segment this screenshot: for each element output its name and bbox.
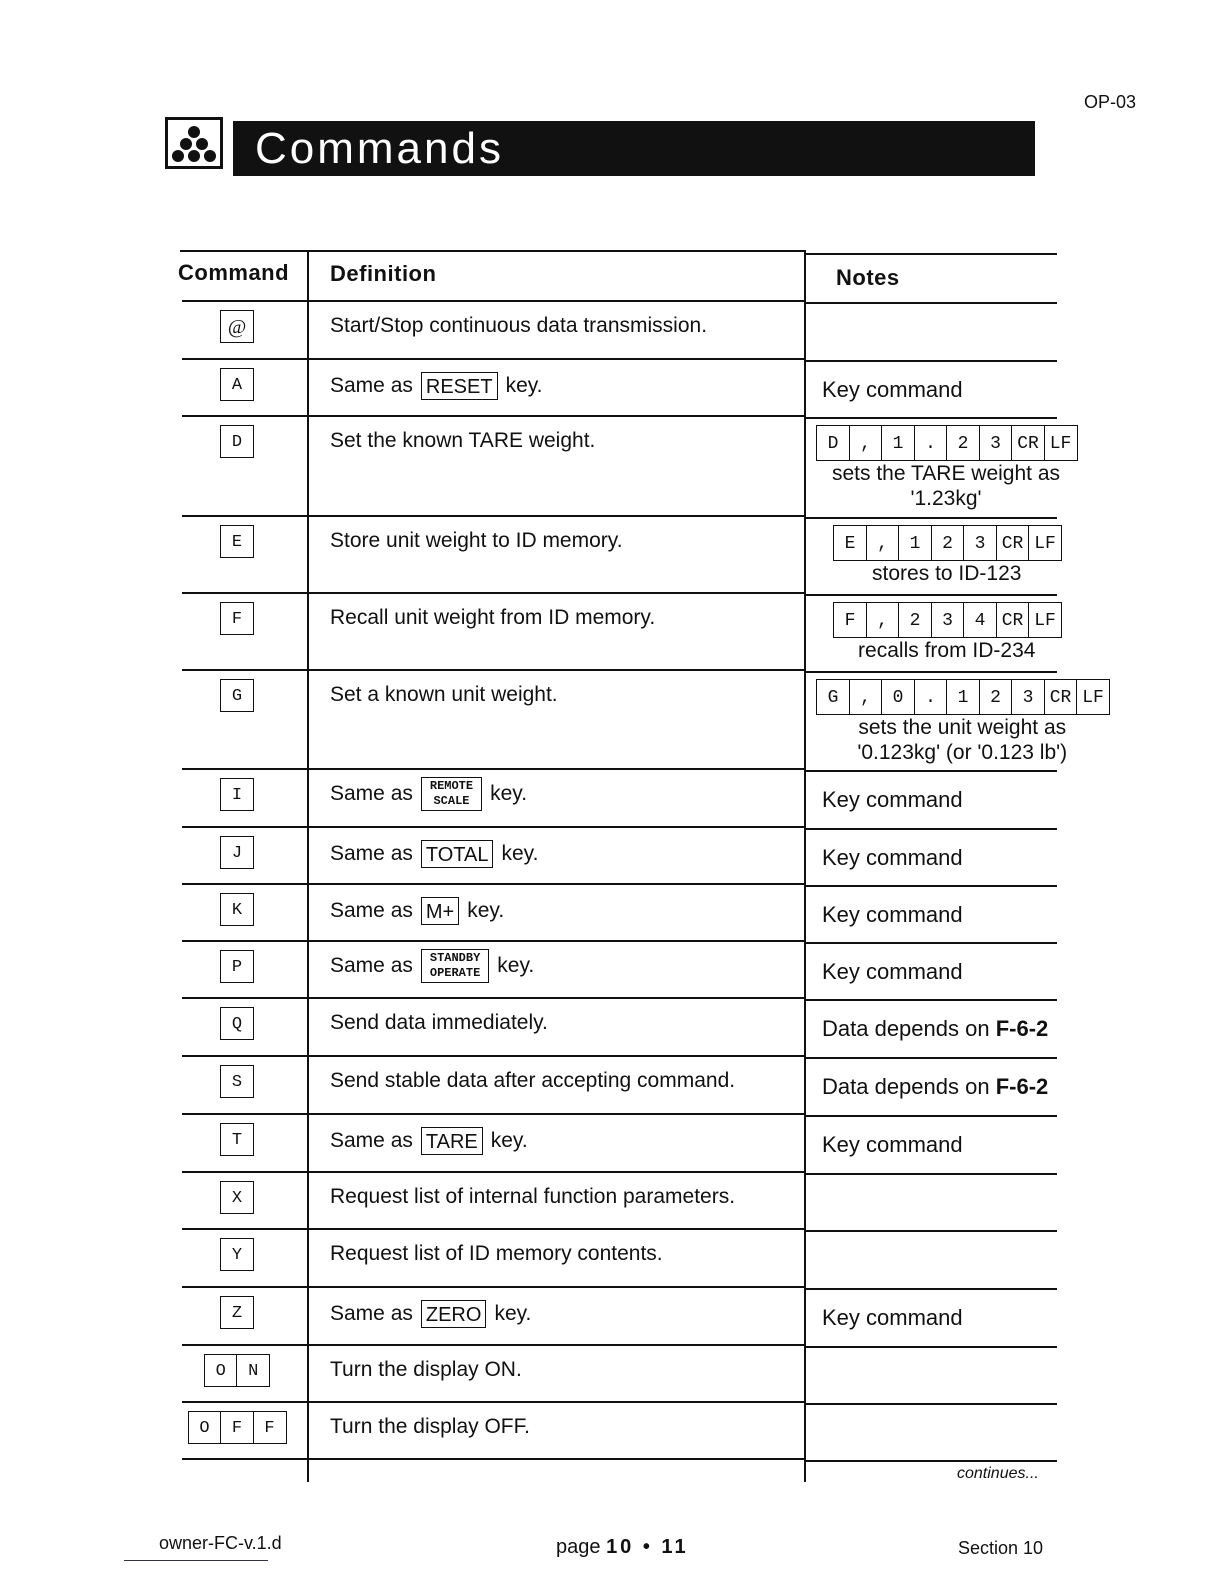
row-rule (806, 1403, 1057, 1405)
definition-text (330, 606, 655, 630)
row-rule (182, 358, 806, 360)
row-rule (806, 942, 1057, 944)
row-rule (182, 1228, 806, 1230)
table-top-rule (806, 253, 1057, 255)
definition-text (330, 372, 543, 400)
command-key: F (220, 1411, 254, 1444)
row-rule (182, 1458, 806, 1460)
command-keys (220, 1238, 254, 1271)
definition-suffix: key. (490, 782, 528, 805)
key-label-line: STANDBY (429, 951, 481, 965)
sequence-caption-line: recalls from ID-234 (858, 639, 1036, 662)
command-key: N (236, 1354, 270, 1387)
command-key: Q (220, 1007, 254, 1040)
command-key: S (220, 1065, 254, 1098)
command-keys (188, 1411, 287, 1444)
sequence-caption-line: sets the unit weight as (858, 716, 1067, 739)
definition-suffix: key. (501, 842, 539, 865)
key-label-box: RESET (421, 372, 498, 400)
footer-page-number: 10 • 11 (606, 1536, 689, 1558)
key-label-box: TOTAL (421, 840, 494, 868)
command-key: E (220, 525, 254, 558)
definition-text (330, 1415, 530, 1439)
note-prefix: Data depends on (822, 1016, 990, 1041)
row-rule (806, 517, 1057, 519)
row-rule (182, 883, 806, 885)
sequence-caption-line: '0.123kg' (or '0.123 lb') (857, 741, 1068, 764)
example-sequence (833, 525, 1062, 561)
sequence-caption (796, 461, 1096, 511)
command-key: K (220, 893, 254, 926)
note-text: Key command (822, 787, 963, 812)
sequence-key: LF (1028, 525, 1062, 561)
sequence-key: 1 (898, 525, 932, 561)
row-rule (182, 940, 806, 942)
column-divider (804, 252, 806, 1482)
definition-text (330, 1242, 663, 1266)
function-code: F-6-2 (995, 1016, 1049, 1041)
definition-text (330, 1185, 735, 1209)
definition-label: Send data immediately. (330, 1011, 548, 1034)
row-rule (806, 302, 1057, 304)
key-label-box (421, 949, 489, 983)
row-rule (182, 1171, 806, 1173)
key-label-box: M+ (421, 897, 459, 925)
continues-note: continues... (957, 1465, 1039, 1482)
sequence-key: , (849, 679, 883, 715)
row-rule (182, 1401, 806, 1403)
row-rule (806, 671, 1057, 673)
command-keys (220, 310, 254, 343)
sequence-key: CR (1044, 679, 1078, 715)
definition-suffix: key. (505, 374, 543, 397)
command-key: @ (220, 310, 254, 343)
footer-filename: owner-FC-v.1.d (159, 1533, 282, 1553)
document-id: OP-03 (1084, 92, 1137, 112)
row-rule (182, 1344, 806, 1346)
row-rule (806, 999, 1057, 1001)
function-code: F-6-2 (995, 1074, 1049, 1099)
definition-label: Request list of ID memory contents. (330, 1242, 663, 1265)
command-keys (220, 368, 254, 401)
note-text: Key command (822, 845, 963, 870)
row-rule (806, 770, 1057, 772)
command-key: G (220, 679, 254, 712)
row-rule (806, 594, 1057, 596)
row-rule (182, 415, 806, 417)
command-keys (220, 525, 254, 558)
command-key: F (220, 602, 254, 635)
row-rule (806, 1115, 1057, 1117)
note-text: Key command (822, 902, 963, 927)
row-rule (806, 360, 1057, 362)
definition-prefix: Same as (330, 842, 413, 865)
key-label-box (421, 777, 482, 811)
row-rule (182, 1113, 806, 1115)
command-keys (220, 1181, 254, 1214)
definition-label: Set the known TARE weight. (330, 429, 596, 452)
sequence-caption-line: '1.23kg' (910, 487, 982, 510)
definition-text (330, 949, 534, 983)
row-rule (182, 515, 806, 517)
definition-text (330, 314, 707, 338)
command-keys (220, 893, 254, 926)
definition-text (330, 529, 623, 553)
header-command: Command (178, 260, 290, 285)
sequence-key: LF (1044, 425, 1078, 461)
sequence-key: LF (1076, 679, 1110, 715)
command-key: Y (220, 1238, 254, 1271)
example-sequence (816, 679, 1110, 715)
note-prefix: Data depends on (822, 1074, 990, 1099)
example-sequence (833, 602, 1062, 638)
note-text: Key command (822, 959, 963, 984)
row-rule (806, 1173, 1057, 1175)
sequence-key: 3 (979, 425, 1013, 461)
note-text: Key command (822, 1132, 963, 1157)
row-rule (182, 1055, 806, 1057)
definition-prefix: Same as (330, 954, 413, 977)
definition-prefix: Same as (330, 1302, 413, 1325)
command-keys (220, 1065, 254, 1098)
row-rule (806, 1346, 1057, 1348)
sequence-key: E (833, 525, 867, 561)
command-keys (220, 778, 254, 811)
row-rule (182, 997, 806, 999)
definition-prefix: Same as (330, 1129, 413, 1152)
definition-label: Store unit weight to ID memory. (330, 529, 623, 552)
sequence-key: 3 (963, 525, 997, 561)
sequence-key: 0 (881, 679, 915, 715)
row-rule (182, 669, 806, 671)
definition-text (330, 1358, 522, 1382)
definition-text (330, 683, 558, 707)
header-definition: Definition (330, 261, 437, 286)
sequence-key: . (914, 425, 948, 461)
row-rule (182, 1286, 806, 1288)
row-rule (182, 826, 806, 828)
definition-suffix: key. (490, 1129, 528, 1152)
command-key: P (220, 950, 254, 983)
sequence-key: CR (996, 525, 1030, 561)
sequence-key: 1 (881, 425, 915, 461)
row-rule (806, 1288, 1057, 1290)
definition-prefix: Same as (330, 782, 413, 805)
sequence-key: , (866, 602, 900, 638)
row-rule (182, 768, 806, 770)
sequence-key: , (849, 425, 883, 461)
sequence-key: 3 (931, 602, 965, 638)
sequence-key: G (816, 679, 850, 715)
command-keys (220, 1296, 254, 1329)
definition-label: Send stable data after accepting command. (330, 1069, 736, 1092)
sequence-key: 4 (963, 602, 997, 638)
command-keys (220, 950, 254, 983)
command-key: O (204, 1354, 238, 1387)
sequence-key: 2 (898, 602, 932, 638)
row-rule (806, 885, 1057, 887)
definition-label: Turn the display OFF. (330, 1415, 530, 1438)
definition-suffix: key. (497, 954, 535, 977)
footer-page-prefix: page (556, 1536, 601, 1558)
definition-prefix: Same as (330, 899, 413, 922)
sequence-key: 1 (946, 679, 980, 715)
logo-icon (165, 117, 223, 169)
sequence-key: , (866, 525, 900, 561)
sequence-key: 3 (1011, 679, 1045, 715)
command-keys (220, 679, 254, 712)
command-keys (204, 1354, 271, 1387)
table-top-rule (180, 250, 806, 252)
row-rule (806, 1460, 1057, 1462)
command-key: F (253, 1411, 287, 1444)
definition-text (330, 1069, 735, 1093)
example-sequence (816, 425, 1078, 461)
row-rule (806, 417, 1057, 419)
row-rule (806, 1057, 1057, 1059)
sequence-key: CR (1011, 425, 1045, 461)
note-text: Key command (822, 1305, 963, 1330)
sequence-key: CR (996, 602, 1030, 638)
sequence-caption (813, 561, 1081, 586)
note-text: Key command (822, 377, 963, 402)
command-keys (220, 602, 254, 635)
command-key: D (220, 425, 254, 458)
definition-prefix: Same as (330, 374, 413, 397)
sequence-caption (813, 638, 1081, 663)
definition-text (330, 1300, 531, 1328)
sequence-caption-line: stores to ID-123 (872, 562, 1022, 585)
definition-suffix: key. (467, 899, 505, 922)
key-label-box: ZERO (421, 1300, 487, 1328)
definition-text (330, 429, 595, 453)
command-key: T (220, 1123, 254, 1156)
command-key: A (220, 368, 254, 401)
command-key: O (188, 1411, 222, 1444)
footer-page (556, 1536, 689, 1559)
row-rule (182, 592, 806, 594)
key-label-line: OPERATE (429, 966, 481, 980)
definition-text (330, 897, 504, 925)
sequence-key: D (816, 425, 850, 461)
sequence-key: . (914, 679, 948, 715)
definition-label: Turn the display ON. (330, 1358, 522, 1381)
definition-label: Request list of internal function parameters. (330, 1185, 736, 1208)
sequence-caption-line: sets the TARE weight as (832, 462, 1060, 485)
note-text (822, 1016, 1048, 1042)
sequence-key: 2 (946, 425, 980, 461)
sequence-key: 2 (931, 525, 965, 561)
footer-section: Section 10 (958, 1538, 1044, 1558)
note-text (822, 1074, 1048, 1100)
page-title: Commands (233, 121, 1035, 176)
sequence-key: LF (1028, 602, 1062, 638)
command-key: I (220, 778, 254, 811)
sequence-key: F (833, 602, 867, 638)
definition-label: Recall unit weight from ID memory. (330, 606, 656, 629)
key-label-line: REMOTE (429, 779, 474, 793)
row-rule (182, 300, 806, 302)
key-label-box: TARE (421, 1127, 483, 1155)
header-notes: Notes (836, 265, 900, 290)
definition-text (330, 840, 538, 868)
column-divider (307, 250, 309, 1482)
command-keys (220, 1123, 254, 1156)
key-label-line: SCALE (433, 794, 470, 808)
command-keys (220, 836, 254, 869)
definition-text (330, 777, 527, 811)
footer-rule (124, 1560, 268, 1561)
command-key: J (220, 836, 254, 869)
command-keys (220, 425, 254, 458)
sequence-key: 2 (979, 679, 1013, 715)
row-rule (806, 828, 1057, 830)
definition-suffix: key. (494, 1302, 532, 1325)
command-key: Z (220, 1296, 254, 1329)
definition-label: Start/Stop continuous data transmission. (330, 314, 708, 337)
definition-text (330, 1127, 528, 1155)
command-keys (220, 1007, 254, 1040)
definition-label: Set a known unit weight. (330, 683, 558, 706)
command-key: X (220, 1181, 254, 1214)
sequence-caption (796, 715, 1129, 765)
row-rule (806, 1230, 1057, 1232)
definition-text (330, 1011, 548, 1035)
